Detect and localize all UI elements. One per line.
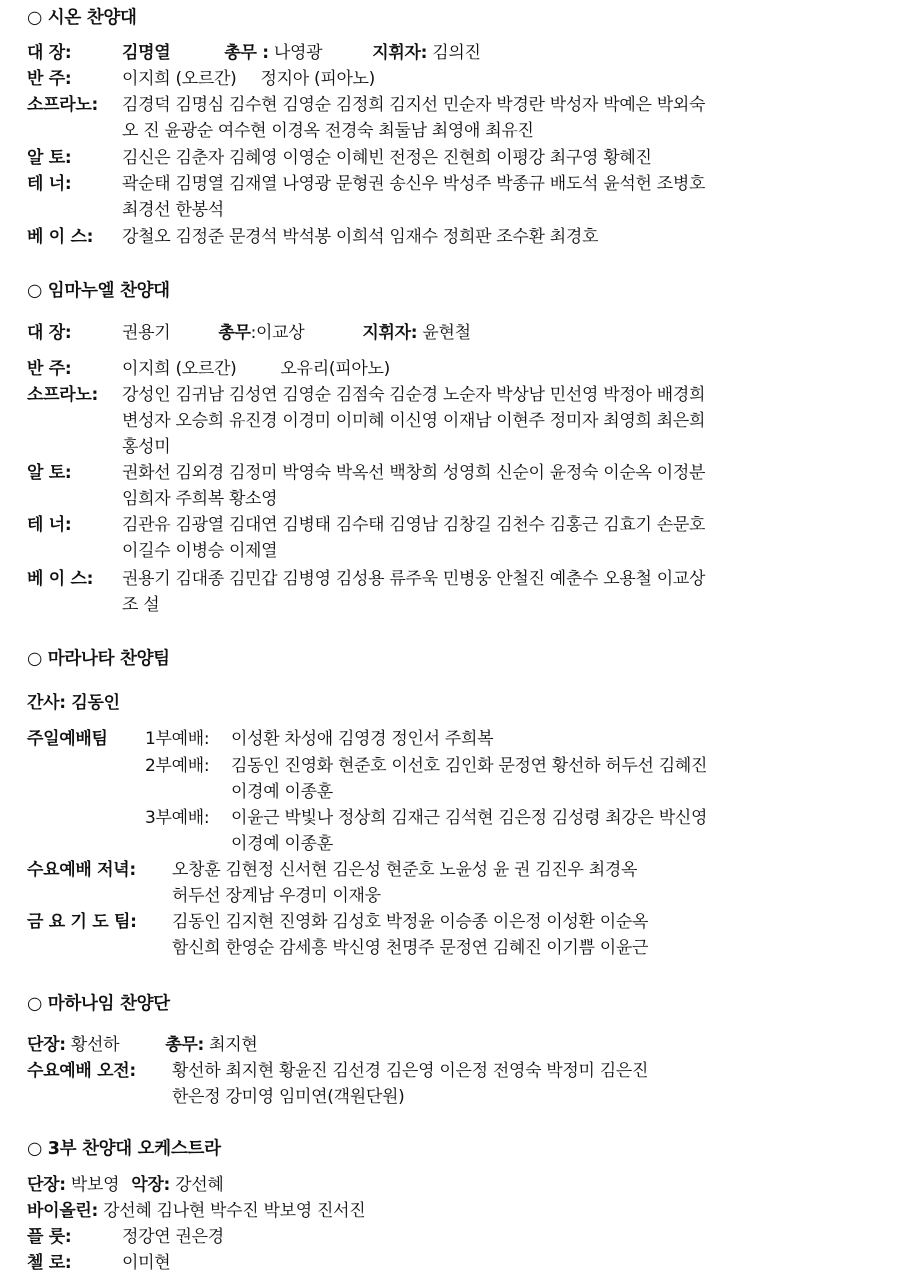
- immanuel-tenor-row: [27, 512, 705, 564]
- maranatha-svc3-line-1: 이윤근 박빛나 정상희 김재근 김석현 김은정 김성령 최강은 박신영: [231, 808, 708, 828]
- mahanaim-leader-label: 단장:: [27, 1035, 66, 1055]
- orchestra-officers-row: [27, 1172, 223, 1198]
- zion-conductor: 김의진: [432, 43, 481, 63]
- zion-soprano-label: 소프라노:: [27, 95, 98, 115]
- zion-bass-row: [27, 224, 598, 250]
- maranatha-wed-label: 수요예배 저녁:: [27, 860, 136, 880]
- maranatha-svc1-label: 1부예배:: [145, 729, 210, 749]
- immanuel-alto-line-1: 권화선 김외경 김정미 박영숙 박옥선 백창희 성영희 신순이 윤정숙 이순옥 이정분: [122, 463, 706, 483]
- immanuel-soprano-row: [27, 382, 705, 460]
- maranatha-svc3-label: 3부예배:: [145, 808, 210, 828]
- maranatha-svc1-row: [27, 726, 493, 752]
- immanuel-alto-row: [27, 460, 705, 512]
- maranatha-svc2-row: [145, 753, 707, 805]
- immanuel-officers-row: [27, 320, 471, 346]
- maranatha-fri-line-2: 함신희 한영순 감세흥 박신영 천명주 문정연 김혜진 이기쁨 이윤근: [172, 938, 649, 958]
- immanuel-soprano-line-3: 홍성미: [122, 437, 171, 457]
- immanuel-accompanist-row: [27, 356, 390, 382]
- maranatha-wed-line-1: 오창훈 김현정 신서현 김은성 현준호 노윤성 윤 권 김진우 최경옥: [172, 860, 638, 880]
- orchestra-concertmaster: 강선혜: [175, 1175, 224, 1195]
- zion-accomp: 이지희 (오르간): [122, 69, 237, 89]
- zion-accomp2: 정지아 (피아노): [260, 69, 376, 89]
- maranatha-svc3-line-2: 이경예 이종훈: [231, 834, 333, 854]
- zion-secretary: 나영광: [273, 43, 323, 63]
- maranatha-svc3-row: [145, 805, 707, 857]
- maranatha-wed-row: [27, 857, 637, 909]
- zion-soprano-line-1: 김경덕 김명심 김수현 김영순 김정희 김지선 민순자 박경란 박성자 박예은 박외숙: [122, 95, 706, 115]
- immanuel-bass-line-1: 권용기 김대종 김민갑 김병영 김성용 류주욱 민병웅 안철진 예춘수 오용철 이교상: [122, 569, 706, 589]
- maranatha-team-title: ○ 마라나타 찬양팀: [27, 649, 170, 669]
- immanuel-tenor-line-2: 이길수 이병승 이제열: [122, 541, 278, 561]
- mahanaim-leader: 황선하: [70, 1035, 120, 1055]
- zion-accompanist-row: [27, 66, 375, 92]
- immanuel-soprano-label: 소프라노:: [27, 385, 98, 405]
- maranatha-svc2-line-2: 이경예 이종훈: [231, 782, 333, 802]
- zion-soprano-line-2: 오 진 윤광순 여수현 이경옥 전경숙 최둘남 최영애 최유진: [122, 121, 534, 141]
- mahanaim-wed-label: 수요예배 오전:: [27, 1061, 136, 1081]
- immanuel-soprano-line-1: 강성인 김귀남 김성연 김영순 김점숙 김순경 노순자 박상남 민선영 박정아 배경희: [122, 385, 706, 405]
- zion-bass-label: 베 이 스:: [27, 227, 94, 247]
- maranatha-sunday-label: 주일예배팀: [27, 729, 108, 749]
- orchestra-leader: 박보영: [70, 1175, 120, 1195]
- zion-tenor-label: 테 너:: [27, 174, 72, 194]
- zion-soprano-row: [27, 92, 705, 144]
- immanuel-leader-label: 대 장:: [27, 323, 72, 343]
- immanuel-tenor-label: 테 너:: [27, 515, 72, 535]
- orchestra-violin: 강선혜 김나현 박수진 박보영 진서진: [103, 1201, 366, 1221]
- orchestra-cello-label: 첼 로:: [27, 1253, 72, 1273]
- orchestra-leader-label: 단장:: [27, 1175, 66, 1195]
- zion-accomp-label: 반 주:: [27, 69, 72, 89]
- immanuel-accomp: 이지희 (오르간): [122, 359, 237, 379]
- orchestra-cello-row: [27, 1250, 170, 1276]
- zion-tenor-line-1: 곽순태 김명열 김재열 나영광 문형권 송신우 박성주 박종규 배도석 윤석헌 조병호: [122, 174, 706, 194]
- orchestra-cello: 이미현: [122, 1253, 171, 1273]
- zion-conductor-label: 지휘자:: [372, 43, 428, 63]
- mahanaim-wed-line-2: 한은정 강미영 임미연(객원단원): [172, 1087, 405, 1107]
- zion-alto-line-1: 김신은 김춘자 김혜영 이영순 이혜빈 전정은 진현희 이평강 최구영 황혜진: [122, 148, 652, 168]
- zion-alto-row: [27, 145, 652, 171]
- immanuel-alto-line-2: 임희자 주희복 황소영: [122, 489, 278, 509]
- maranatha-wed-line-2: 허두선 장계남 우경미 이재웅: [172, 886, 381, 906]
- zion-bass-line-1: 강철오 김정준 문경석 박석봉 이희석 임재수 정희판 조수환 최경호: [122, 227, 599, 247]
- immanuel-alto-label: 알 토:: [27, 463, 72, 483]
- maranatha-svc2-label: 2부예배:: [145, 756, 210, 776]
- mahanaim-secretary: 최지현: [209, 1035, 258, 1055]
- mahanaim-wed-line-1: 황선하 최지현 황윤진 김선경 김은영 이은정 전영숙 박정미 김은진: [172, 1061, 649, 1081]
- zion-choir-title: ○ 시온 찬양대: [27, 8, 137, 28]
- maranatha-manager-row: [27, 690, 120, 716]
- immanuel-leader: 권용기: [122, 323, 171, 343]
- mahanaim-officers-row: [27, 1032, 257, 1058]
- immanuel-accomp-label: 반 주:: [27, 359, 72, 379]
- maranatha-fri-label: 금 요 기 도 팀:: [27, 912, 137, 932]
- immanuel-bass-label: 베 이 스:: [27, 569, 94, 589]
- immanuel-bass-row: [27, 566, 705, 618]
- orchestra-title: ○ 3부 찬양대 오케스트라: [27, 1139, 221, 1159]
- immanuel-secretary-label: 총무: [218, 323, 251, 343]
- orchestra-concertmaster-label: 악장:: [131, 1175, 170, 1195]
- zion-leader: 김명열: [122, 43, 171, 63]
- zion-alto-label: 알 토:: [27, 148, 72, 168]
- zion-secretary-label: 총무 :: [224, 43, 269, 63]
- immanuel-choir-title: ○ 임마누엘 찬양대: [27, 281, 170, 301]
- zion-tenor-row: [27, 171, 705, 223]
- immanuel-tenor-line-1: 김관유 김광열 김대연 김병태 김수태 김영남 김창길 김천수 김홍근 김효기 손문호: [122, 515, 706, 535]
- immanuel-accomp2: 오유리(피아노): [280, 359, 390, 379]
- orchestra-flute-label: 플 룻:: [27, 1227, 72, 1247]
- zion-tenor-line-2: 최경선 한봉석: [122, 200, 224, 220]
- maranatha-svc2-line-1: 김동인 진영화 현준호 이선호 김인화 문정연 황선하 허두선 김혜진: [231, 756, 708, 776]
- mahanaim-secretary-label: 총무:: [165, 1035, 204, 1055]
- mahanaim-team-title: ○ 마하나임 찬양단: [27, 994, 170, 1014]
- immanuel-conductor: 윤현철: [422, 323, 471, 343]
- immanuel-soprano-line-2: 변성자 오승희 유진경 이경미 이미혜 이신영 이재남 이현주 정미자 최영희 최은희: [122, 411, 706, 431]
- maranatha-fri-line-1: 김동인 김지현 진영화 김성호 박정윤 이승종 이은정 이성환 이순옥: [172, 912, 649, 932]
- orchestra-violin-label: 바이올린:: [27, 1201, 98, 1221]
- orchestra-flute-row: [27, 1224, 224, 1250]
- orchestra-flute: 정강연 권은경: [122, 1227, 224, 1247]
- mahanaim-wed-row: [27, 1058, 648, 1110]
- maranatha-manager: 간사: 김동인: [27, 693, 120, 713]
- zion-officers-row: [27, 40, 481, 66]
- orchestra-violin-row: [27, 1198, 365, 1224]
- maranatha-fri-row: [27, 909, 648, 961]
- immanuel-bass-line-2: 조 설: [122, 595, 160, 615]
- immanuel-secretary: :이교상: [250, 323, 305, 343]
- maranatha-svc1: 이성환 차성애 김영경 정인서 주희복: [231, 729, 494, 749]
- immanuel-conductor-label: 지휘자:: [362, 323, 418, 343]
- zion-leader-label: 대 장:: [27, 43, 72, 63]
